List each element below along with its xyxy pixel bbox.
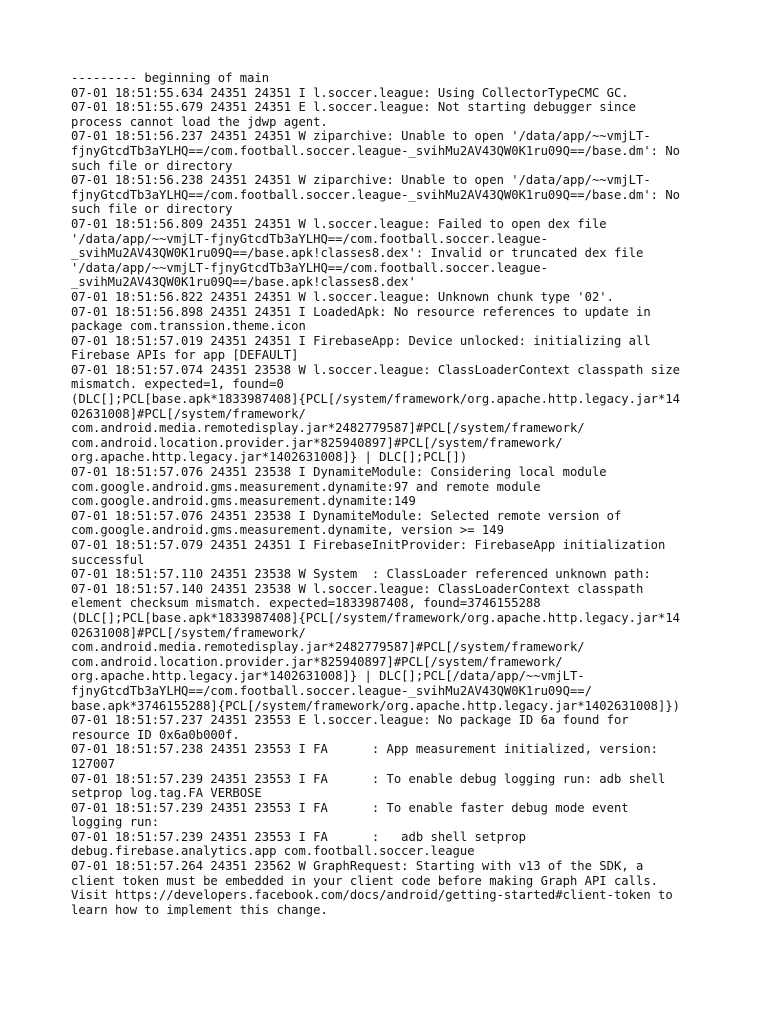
log-line: base.apk*3746155288]{PCL[/system/framework/org.apache.http.legacy.jar*1402631008]}) xyxy=(71,698,681,713)
log-line: 07-01 18:51:57.076 24351 23538 I DynamiteModule: Selected remote version of xyxy=(71,508,622,523)
log-line: '/data/app/~~vmjLT-fjnyGtcdTb3aYLHQ==/com.football.soccer.league- xyxy=(71,231,548,246)
log-line: com.android.media.remotedisplay.jar*2482779587]#PCL[/system/framework/ xyxy=(71,421,585,436)
log-line: com.google.android.gms.measurement.dynamite:97 and remote module xyxy=(71,479,541,494)
log-line: learn how to implement this change. xyxy=(71,902,328,917)
log-line: 02631008]#PCL[/system/framework/ xyxy=(71,406,306,421)
log-line: such file or directory xyxy=(71,202,233,217)
log-line: such file or directory xyxy=(71,158,233,173)
log-line: logging run: xyxy=(71,815,160,830)
log-line: 07-01 18:51:57.110 24351 23538 W System : ClassLoader referenced unknown path: xyxy=(71,567,651,582)
log-line: 07-01 18:51:56.238 24351 24351 W ziparchive: Unable to open '/data/app/~~vmjLT- xyxy=(71,173,651,188)
log-line: fjnyGtcdTb3aYLHQ==/com.football.soccer.league-_svihMu2AV43QW0K1ru09Q==/base.dm': No xyxy=(71,143,681,158)
log-line: com.android.location.provider.jar*825940897]#PCL[/system/framework/ xyxy=(71,435,563,450)
log-line: 07-01 18:51:57.264 24351 23562 W GraphRequest: Starting with v13 of the SDK, a xyxy=(71,859,644,874)
log-line: '/data/app/~~vmjLT-fjnyGtcdTb3aYLHQ==/com.football.soccer.league- xyxy=(71,260,548,275)
log-line: com.google.android.gms.measurement.dynamite:149 xyxy=(71,494,416,509)
log-line: _svihMu2AV43QW0K1ru09Q==/base.apk!classes8.dex' xyxy=(71,275,416,290)
log-line: 07-01 18:51:55.679 24351 24351 E l.soccer.league: Not starting debugger since xyxy=(71,100,636,115)
log-line: 07-01 18:51:57.140 24351 23538 W l.soccer.league: ClassLoaderContext classpath xyxy=(71,581,644,596)
log-line: --------- beginning of main xyxy=(71,71,270,85)
log-line: 07-01 18:51:57.079 24351 24351 I FirebaseInitProvider: FirebaseApp initialization xyxy=(71,538,666,552)
log-line: (DLC[];PCL[base.apk*1833987408]{PCL[/system/framework/org.apache.http.legacy.jar*14 xyxy=(71,392,681,407)
log-line: 07-01 18:51:57.239 24351 23553 I FA : To enable debug logging run: adb shell xyxy=(71,771,666,786)
log-line: fjnyGtcdTb3aYLHQ==/com.football.soccer.league-_svihMu2AV43QW0K1ru09Q==/ xyxy=(71,683,592,698)
log-line: 07-01 18:51:57.076 24351 23538 I DynamiteModule: Considering local module xyxy=(71,465,607,480)
log-line: setprop log.tag.FA VERBOSE xyxy=(71,786,262,801)
log-line: fjnyGtcdTb3aYLHQ==/com.football.soccer.league-_svihMu2AV43QW0K1ru09Q==/base.dm': No xyxy=(71,187,681,202)
log-line: debug.firebase.analytics.app com.football.soccer.league xyxy=(71,844,475,859)
log-line: process cannot load the jdwp agent. xyxy=(71,114,328,129)
log-line: element checksum mismatch. expected=1833987408, found=3746155288 xyxy=(71,596,541,611)
log-line: 07-01 18:51:56.898 24351 24351 I LoadedApk: No resource references to update in xyxy=(71,304,651,319)
log-line: resource ID 0x6a0b000f. xyxy=(71,727,240,742)
log-line: com.android.media.remotedisplay.jar*2482779587]#PCL[/system/framework/ xyxy=(71,640,585,655)
log-line: (DLC[];PCL[base.apk*1833987408]{PCL[/system/framework/org.apache.http.legacy.jar*14 xyxy=(71,610,681,625)
log-line: 07-01 18:51:55.634 24351 24351 I l.soccer.league: Using CollectorTypeCMC GC. xyxy=(71,85,629,100)
log-line: package com.transsion.theme.icon xyxy=(71,319,306,334)
log-line: 02631008]#PCL[/system/framework/ xyxy=(71,625,306,640)
log-document xyxy=(71,71,711,917)
log-line: 07-01 18:51:56.822 24351 24351 W l.soccer.league: Unknown chunk type '02'. xyxy=(71,289,614,304)
log-line: 07-01 18:51:57.074 24351 23538 W l.soccer.league: ClassLoaderContext classpath size xyxy=(71,362,681,377)
log-line: 07-01 18:51:56.237 24351 24351 W ziparchive: Unable to open '/data/app/~~vmjLT- xyxy=(71,129,651,144)
log-line: org.apache.http.legacy.jar*1402631008]} | DLC[];PCL[]) xyxy=(71,450,468,465)
log-line: _svihMu2AV43QW0K1ru09Q==/base.apk!classes8.dex': Invalid or truncated dex file xyxy=(71,246,644,261)
log-line: Firebase APIs for app [DEFAULT] xyxy=(71,348,299,363)
log-line: 07-01 18:51:57.238 24351 23553 I FA : App measurement initialized, version: xyxy=(71,742,658,757)
log-line: Visit https://developers.facebook.com/docs/android/getting-started#client-token to xyxy=(71,888,673,903)
log-line: client token must be embedded in your client code before making Graph API calls. xyxy=(71,873,658,888)
log-line: com.android.location.provider.jar*825940897]#PCL[/system/framework/ xyxy=(71,654,563,669)
log-line: 07-01 18:51:57.239 24351 23553 I FA : To enable faster debug mode event xyxy=(71,800,629,815)
log-text-block xyxy=(71,71,711,917)
log-line: 127007 xyxy=(71,756,116,771)
log-line: 07-01 18:51:56.809 24351 24351 W l.soccer.league: Failed to open dex file xyxy=(71,216,607,231)
log-line: 07-01 18:51:57.237 24351 23553 E l.soccer.league: No package ID 6a found for xyxy=(71,713,629,728)
log-line: org.apache.http.legacy.jar*1402631008]} | DLC[];PCL[/data/app/~~vmjLT- xyxy=(71,669,585,684)
log-line: com.google.android.gms.measurement.dynamite, version >= 149 xyxy=(71,523,504,538)
log-line: 07-01 18:51:57.239 24351 23553 I FA : adb shell setprop xyxy=(71,829,526,844)
log-line: mismatch. expected=1, found=0 xyxy=(71,377,284,392)
log-line: successful xyxy=(71,552,145,567)
log-line: 07-01 18:51:57.019 24351 24351 I FirebaseApp: Device unlocked: initializing all xyxy=(71,333,651,348)
